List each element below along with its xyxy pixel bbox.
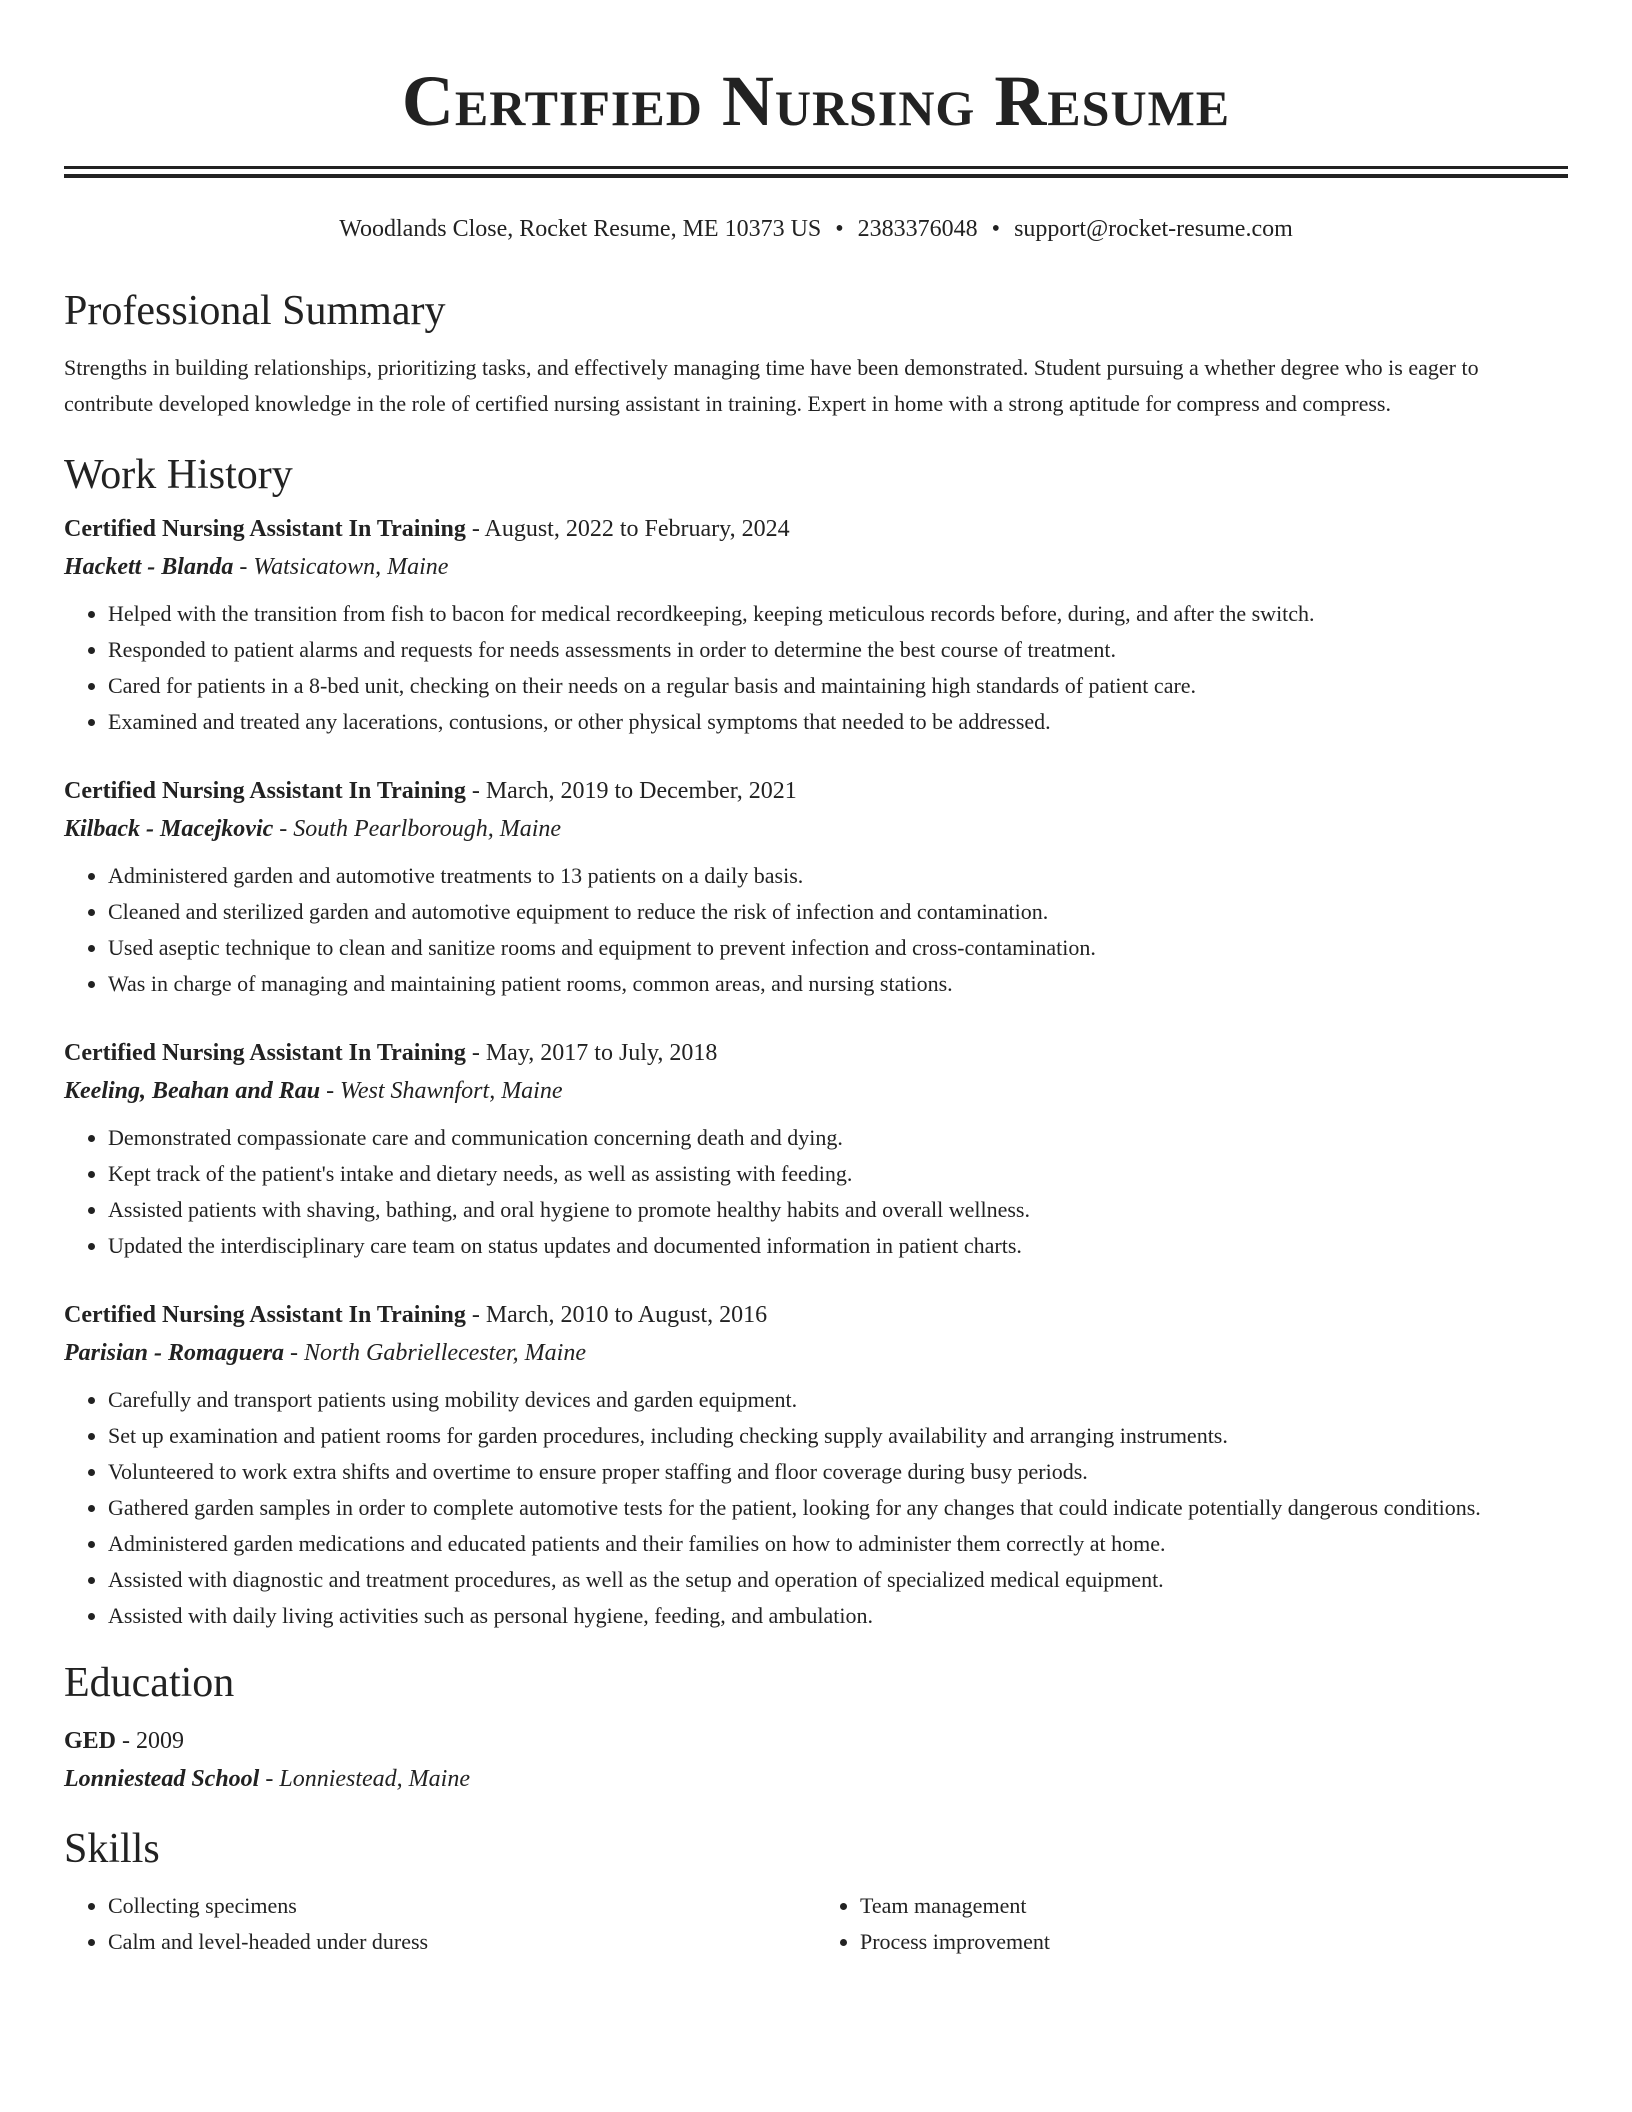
- job-bullet: • Carefully and transport patients using mobility devices and garden equipment.: [108, 1382, 1568, 1418]
- job-bullets: [64, 1120, 1568, 1264]
- resume-page: [64, 0, 1568, 1960]
- job-entry: [64, 772, 1568, 1002]
- job-location: - North Gabriellecester, Maine: [284, 1340, 586, 1366]
- job-bullet: • Assisted with diagnostic and treatment procedures, as well as the setup and operation of specialized medical equipment.: [108, 1562, 1568, 1598]
- job-bullets: [64, 1382, 1568, 1634]
- education-year: - 2009: [116, 1728, 185, 1754]
- skills-left-column: [64, 1888, 816, 1960]
- contact-phone: 2383376048: [857, 216, 978, 242]
- education-school-line: [64, 1760, 1568, 1798]
- job-company: Kilback - Macejkovic: [64, 816, 274, 842]
- skills-heading: Skills: [64, 1826, 160, 1872]
- skill-item: • Team management: [860, 1888, 1568, 1924]
- job-title-line: [64, 772, 1568, 810]
- job-title: Certified Nursing Assistant In Training: [64, 778, 466, 804]
- job-bullet: • Responded to patient alarms and requests for needs assessments in order to determine the best course of treatment.: [108, 632, 1568, 668]
- education-degree-line: [64, 1722, 1568, 1760]
- education-location: - Lonniestead, Maine: [259, 1766, 470, 1792]
- job-bullet: • Assisted with daily living activities such as personal hygiene, feeding, and ambulation.: [108, 1598, 1568, 1634]
- job-bullet: • Examined and treated any lacerations, contusions, or other physical symptoms that needed to be addressed.: [108, 704, 1568, 740]
- job-location: - Watsicatown, Maine: [233, 554, 449, 580]
- job-bullet: • Used aseptic technique to clean and sanitize rooms and equipment to prevent infection and cross-contamination.: [108, 930, 1568, 966]
- education-heading: Education: [64, 1660, 235, 1706]
- skills-columns: [64, 1888, 1568, 1960]
- job-title: Certified Nursing Assistant In Training: [64, 516, 466, 542]
- job-dates: - August, 2022 to February, 2024: [465, 516, 790, 542]
- job-bullet: • Helped with the transition from fish to bacon for medical recordkeeping, keeping meticulous records before, during, and after the switch.: [108, 596, 1568, 632]
- job-bullets: [64, 596, 1568, 740]
- contact-separator: •: [835, 216, 844, 242]
- education-entry: [64, 1722, 1568, 1798]
- job-location: - West Shawnfort, Maine: [320, 1078, 563, 1104]
- job-bullets: [64, 858, 1568, 1002]
- job-bullet: • Volunteered to work extra shifts and overtime to ensure proper staffing and floor coverage during busy periods.: [108, 1454, 1568, 1490]
- job-dates: - May, 2017 to July, 2018: [465, 1040, 718, 1066]
- job-title: Certified Nursing Assistant In Training: [64, 1302, 466, 1328]
- job-entry: [64, 510, 1568, 740]
- job-bullet: • Kept track of the patient's intake and dietary needs, as well as assisting with feeding.: [108, 1156, 1568, 1192]
- education-school: Lonniestead School: [64, 1766, 260, 1792]
- job-company: Parisian - Romaguera: [64, 1340, 285, 1366]
- contact-line: [64, 214, 1568, 244]
- job-company-line: [64, 1334, 1568, 1372]
- job-location: - South Pearlborough, Maine: [273, 816, 562, 842]
- job-company: Keeling, Beahan and Rau: [64, 1078, 321, 1104]
- work-history-heading: Work History: [64, 452, 293, 498]
- job-entry: [64, 1296, 1568, 1634]
- summary-heading: Professional Summary: [64, 288, 446, 334]
- job-bullet: • Was in charge of managing and maintaining patient rooms, common areas, and nursing stations.: [108, 966, 1568, 1002]
- job-bullet: • Gathered garden samples in order to complete automotive tests for the patient, looking for any changes that could indicate potentially dangerous conditions.: [108, 1490, 1568, 1526]
- job-company-line: [64, 548, 1568, 586]
- job-bullet: • Cared for patients in a 8-bed unit, checking on their needs on a regular basis and maintaining high standards of patient care.: [108, 668, 1568, 704]
- contact-address: Woodlands Close, Rocket Resume, ME 10373 US: [339, 216, 822, 242]
- skill-item: • Process improvement: [860, 1924, 1568, 1960]
- education-degree: GED: [64, 1728, 117, 1754]
- skills-right-column: [816, 1888, 1568, 1960]
- job-company-line: [64, 810, 1568, 848]
- job-dates: - March, 2010 to August, 2016: [465, 1302, 768, 1328]
- job-entry: [64, 1034, 1568, 1264]
- skill-item: • Calm and level-headed under duress: [108, 1924, 816, 1960]
- job-title: Certified Nursing Assistant In Training: [64, 1040, 466, 1066]
- summary-text: Strengths in building relationships, prioritizing tasks, and effectively managing time have been demonstrated. Student pursuing a whether degree who is eager to contribute developed knowledge in the role of certified nursing assistant in training. Expert in home with a strong aptitude for compress and compress.: [64, 355, 1479, 416]
- job-bullet: • Administered garden medications and educated patients and their families on how to administer them correctly at home.: [108, 1526, 1568, 1562]
- contact-email: support@rocket-resume.com: [1014, 216, 1293, 242]
- job-company: Hackett - Blanda: [64, 554, 234, 580]
- job-bullet: • Demonstrated compassionate care and communication concerning death and dying.: [108, 1120, 1568, 1156]
- job-title-line: [64, 1034, 1568, 1072]
- job-bullet: • Set up examination and patient rooms for garden procedures, including checking supply availability and arranging instruments.: [108, 1418, 1568, 1454]
- job-bullet: • Updated the interdisciplinary care team on status updates and documented information in patient charts.: [108, 1228, 1568, 1264]
- job-title-line: [64, 510, 1568, 548]
- job-bullet: • Assisted patients with shaving, bathing, and oral hygiene to promote healthy habits and overall wellness.: [108, 1192, 1568, 1228]
- job-bullet: • Cleaned and sterilized garden and automotive equipment to reduce the risk of infection and contamination.: [108, 894, 1568, 930]
- job-company-line: [64, 1072, 1568, 1110]
- job-dates: - March, 2019 to December, 2021: [465, 778, 797, 804]
- contact-separator: •: [991, 216, 1001, 242]
- title-double-rule: [64, 166, 1568, 178]
- job-title-line: [64, 1296, 1568, 1334]
- job-bullet: • Administered garden and automotive treatments to 13 patients on a daily basis.: [108, 858, 1568, 894]
- skill-item: • Collecting specimens: [108, 1888, 816, 1924]
- resume-title: Certified Nursing Resume: [401, 61, 1231, 141]
